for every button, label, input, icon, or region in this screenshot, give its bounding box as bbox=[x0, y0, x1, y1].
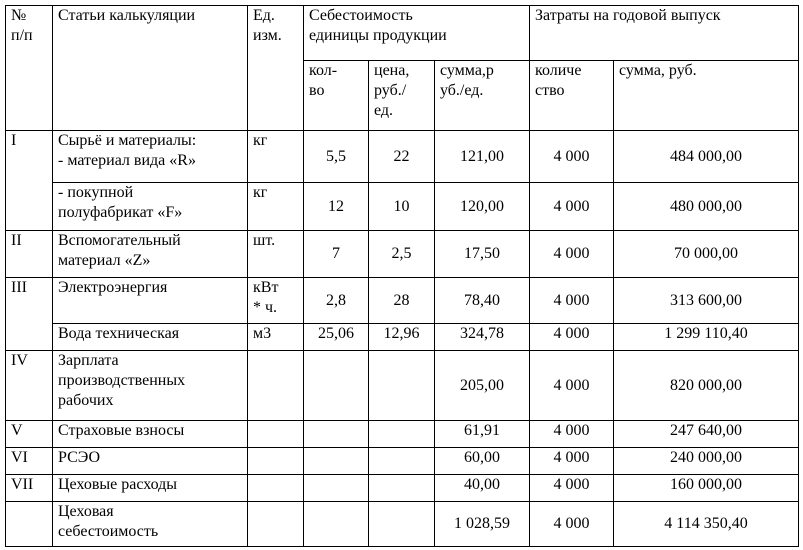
table-row bbox=[6, 502, 799, 547]
row-sum: 17,50 bbox=[435, 231, 530, 278]
row-unit bbox=[248, 421, 304, 448]
row-annual-quantity: 4 000 bbox=[530, 351, 614, 421]
row-price bbox=[369, 351, 435, 421]
row-price bbox=[369, 475, 435, 502]
row-annual-quantity: 4 000 bbox=[530, 131, 614, 183]
row-sum: 121,00 bbox=[435, 131, 530, 183]
row-sum: 205,00 bbox=[435, 351, 530, 421]
row-annual-sum: 240 000,00 bbox=[614, 448, 799, 475]
row-price: 22 bbox=[369, 131, 435, 183]
row-price: 12,96 bbox=[369, 324, 435, 351]
cost-calculation-table bbox=[5, 5, 799, 547]
row-annual-sum: 70 000,00 bbox=[614, 231, 799, 278]
row-item: Цеховая себестоимость bbox=[53, 502, 248, 547]
row-annual-sum: 484 000,00 bbox=[614, 131, 799, 183]
row-quantity bbox=[304, 351, 369, 421]
row-annual-quantity: 4 000 bbox=[530, 324, 614, 351]
header-annual-quantity: количе ство bbox=[530, 61, 614, 131]
header-unit-sum: сумма,р уб./ед. bbox=[435, 61, 530, 131]
row-item: Страховые взносы bbox=[53, 421, 248, 448]
row-item: Сырьё и материалы: - материал вида «R» bbox=[53, 131, 248, 183]
row-annual-sum: 313 600,00 bbox=[614, 278, 799, 324]
row-sum: 61,91 bbox=[435, 421, 530, 448]
header-annual-costs: Затраты на годовой выпуск bbox=[530, 6, 799, 61]
row-unit: кг bbox=[248, 131, 304, 183]
row-item: Цеховые расходы bbox=[53, 475, 248, 502]
row-quantity: 5,5 bbox=[304, 131, 369, 183]
header-unit-cost: Себестоимость единицы продукции bbox=[304, 6, 530, 61]
header-unit: Ед. изм. bbox=[248, 6, 304, 131]
row-price bbox=[369, 502, 435, 547]
table-row bbox=[6, 421, 799, 448]
row-annual-quantity: 4 000 bbox=[530, 183, 614, 231]
row-price: 2,5 bbox=[369, 231, 435, 278]
row-annual-quantity: 4 000 bbox=[530, 448, 614, 475]
row-item: Вода техническая bbox=[53, 324, 248, 351]
header-price: цена, руб./ ед. bbox=[369, 61, 435, 131]
row-annual-sum: 1 299 110,40 bbox=[614, 324, 799, 351]
row-number: I bbox=[6, 131, 53, 231]
row-sum: 40,00 bbox=[435, 475, 530, 502]
row-item: - покупной полуфабрикат «F» bbox=[53, 183, 248, 231]
row-annual-sum: 820 000,00 bbox=[614, 351, 799, 421]
row-number: VI bbox=[6, 448, 53, 475]
table-row bbox=[6, 131, 799, 183]
row-quantity: 25,06 bbox=[304, 324, 369, 351]
header-quantity: кол- во bbox=[304, 61, 369, 131]
row-price: 28 bbox=[369, 278, 435, 324]
row-sum: 78,40 bbox=[435, 278, 530, 324]
row-quantity: 12 bbox=[304, 183, 369, 231]
table-row bbox=[6, 324, 799, 351]
row-sum: 120,00 bbox=[435, 183, 530, 231]
row-quantity bbox=[304, 448, 369, 475]
row-number: IV bbox=[6, 351, 53, 421]
row-annual-sum: 160 000,00 bbox=[614, 475, 799, 502]
table-row bbox=[6, 475, 799, 502]
header-items: Статьи калькуляции bbox=[53, 6, 248, 131]
row-item: Зарплата производственных рабочих bbox=[53, 351, 248, 421]
table-row bbox=[6, 231, 799, 278]
row-number: VII bbox=[6, 475, 53, 502]
row-annual-quantity: 4 000 bbox=[530, 421, 614, 448]
row-number: V bbox=[6, 421, 53, 448]
table-row bbox=[6, 183, 799, 231]
table-row bbox=[6, 278, 799, 324]
row-unit: кг bbox=[248, 183, 304, 231]
row-number: II bbox=[6, 231, 53, 278]
row-unit bbox=[248, 448, 304, 475]
header-number: № п/п bbox=[6, 6, 53, 131]
row-annual-quantity: 4 000 bbox=[530, 278, 614, 324]
header-annual-sum: сумма, руб. bbox=[614, 61, 799, 131]
row-quantity bbox=[304, 502, 369, 547]
row-sum: 60,00 bbox=[435, 448, 530, 475]
table-row bbox=[6, 448, 799, 475]
row-unit bbox=[248, 475, 304, 502]
row-number bbox=[6, 502, 53, 547]
row-annual-sum: 4 114 350,40 bbox=[614, 502, 799, 547]
table-row bbox=[6, 351, 799, 421]
row-item: Электроэнергия bbox=[53, 278, 248, 324]
row-annual-quantity: 4 000 bbox=[530, 475, 614, 502]
row-unit bbox=[248, 502, 304, 547]
row-quantity: 2,8 bbox=[304, 278, 369, 324]
row-unit: шт. bbox=[248, 231, 304, 278]
row-annual-quantity: 4 000 bbox=[530, 502, 614, 547]
row-price bbox=[369, 448, 435, 475]
row-unit: кВт * ч. bbox=[248, 278, 304, 324]
row-quantity bbox=[304, 475, 369, 502]
row-unit bbox=[248, 351, 304, 421]
row-annual-quantity: 4 000 bbox=[530, 231, 614, 278]
row-number: III bbox=[6, 278, 53, 351]
row-quantity bbox=[304, 421, 369, 448]
row-price: 10 bbox=[369, 183, 435, 231]
row-quantity: 7 bbox=[304, 231, 369, 278]
row-annual-sum: 247 640,00 bbox=[614, 421, 799, 448]
row-price bbox=[369, 421, 435, 448]
row-unit: м3 bbox=[248, 324, 304, 351]
row-sum: 324,78 bbox=[435, 324, 530, 351]
row-item: Вспомогательный материал «Z» bbox=[53, 231, 248, 278]
row-annual-sum: 480 000,00 bbox=[614, 183, 799, 231]
row-sum: 1 028,59 bbox=[435, 502, 530, 547]
row-item: РСЭО bbox=[53, 448, 248, 475]
